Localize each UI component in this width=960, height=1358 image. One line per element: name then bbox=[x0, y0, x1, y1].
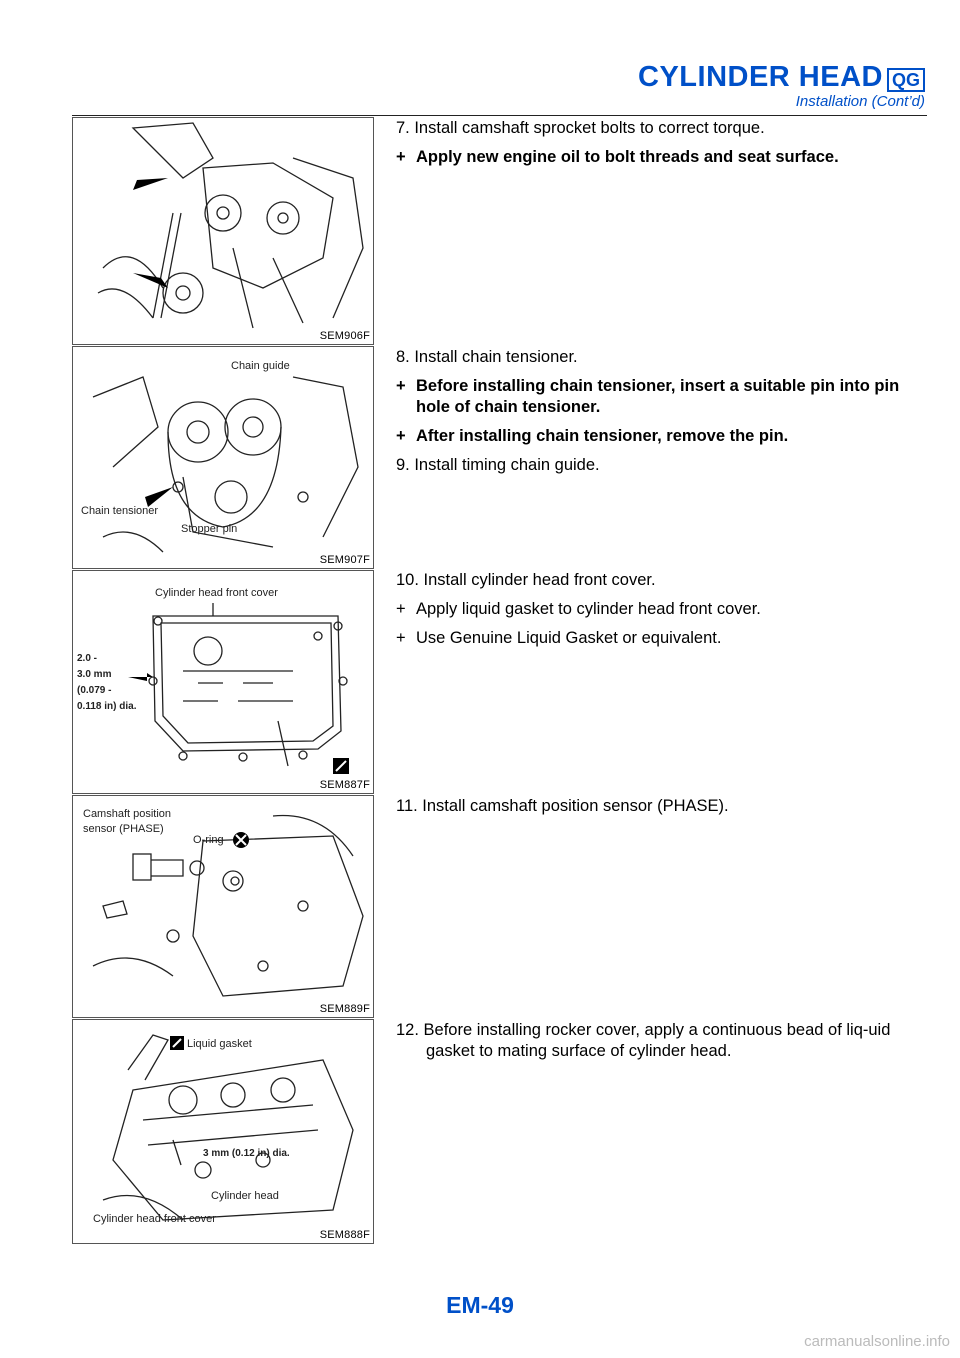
section-step-7 bbox=[396, 118, 926, 176]
figure-sem907f bbox=[72, 346, 374, 569]
label-front-cover: Cylinder head front cover bbox=[155, 587, 278, 599]
bullet-text: Apply liquid gasket to cylinder head front cover. bbox=[416, 600, 761, 618]
page-title: CYLINDER HEAD bbox=[638, 61, 883, 93]
figure-code: SEM887F bbox=[319, 779, 370, 791]
step-text: 8. Install chain tensioner. bbox=[396, 348, 578, 366]
bullet-item bbox=[396, 426, 926, 447]
section-step-12 bbox=[396, 1020, 926, 1070]
figure-code: SEM889F bbox=[319, 1003, 370, 1015]
bullet-mark: + bbox=[396, 377, 406, 395]
label-cylinder-head: Cylinder head bbox=[211, 1190, 279, 1202]
step-text: 10. Install cylinder head front cover. bbox=[396, 571, 656, 589]
label-o-ring: O-ring bbox=[193, 834, 224, 846]
figure-sem888f bbox=[72, 1019, 374, 1244]
label-sensor-2: sensor (PHASE) bbox=[83, 823, 164, 835]
bullet-text: After installing chain tensioner, remove the pin. bbox=[416, 427, 789, 445]
bullet-mark: + bbox=[396, 600, 406, 618]
figure-code: SEM888F bbox=[319, 1229, 370, 1241]
bullet-mark: + bbox=[396, 629, 406, 647]
section-step-10 bbox=[396, 570, 926, 657]
step-text: 11. Install camshaft position sensor (PHASE). bbox=[396, 797, 729, 815]
figure-sem889f bbox=[72, 795, 374, 1018]
bullet-item bbox=[396, 376, 926, 418]
bullet-item bbox=[396, 628, 926, 649]
figure-code: SEM907F bbox=[319, 554, 370, 566]
front-cover-illustration bbox=[73, 571, 373, 793]
label-bead-size: 3 mm (0.12 in) dia. bbox=[203, 1148, 290, 1159]
bullet-item bbox=[396, 599, 926, 620]
figure-code: SEM906F bbox=[319, 330, 370, 342]
label-bead-4: 0.118 in) dia. bbox=[77, 701, 137, 712]
label-liquid-gasket: Liquid gasket bbox=[187, 1038, 252, 1050]
label-sensor-1: Camshaft position bbox=[83, 808, 172, 820]
label-chain-guide: Chain guide bbox=[231, 360, 290, 372]
bullet-mark: + bbox=[396, 148, 406, 166]
figure-sem906f bbox=[72, 117, 374, 345]
engine-badge: QG bbox=[887, 68, 925, 92]
step-text: 9. Install timing chain guide. bbox=[396, 456, 600, 474]
step-text: 12. Before installing rocker cover, apply a continuous bead of liq-uid gasket to mating surface of cylinder head. bbox=[396, 1021, 891, 1060]
rocker-cover-gasket-illustration bbox=[73, 1020, 373, 1243]
page-subtitle: Installation (Cont’d) bbox=[795, 93, 925, 110]
label-bead-3: (0.079 - bbox=[77, 685, 112, 696]
bullet-item bbox=[396, 147, 926, 168]
section-step-8-9 bbox=[396, 347, 926, 484]
label-stopper-pin: Stopper pin bbox=[181, 523, 238, 535]
watermark: carmanualsonline.info bbox=[804, 1333, 950, 1350]
label-chain-tensioner: Chain tensioner bbox=[81, 505, 159, 517]
section-step-11 bbox=[396, 796, 926, 825]
label-bead-2: 3.0 mm bbox=[77, 669, 112, 680]
bullet-text: Use Genuine Liquid Gasket or equivalent. bbox=[416, 629, 722, 647]
step-text: 7. Install camshaft sprocket bolts to correct torque. bbox=[396, 119, 765, 137]
bullet-text: Before installing chain tensioner, insert a suitable pin into pin hole of chain tensioner. bbox=[416, 377, 900, 416]
page-number: EM-49 bbox=[446, 1292, 514, 1318]
header-rule bbox=[72, 115, 927, 116]
figure-sem887f bbox=[72, 570, 374, 794]
label-bead-1: 2.0 - bbox=[77, 653, 98, 664]
bullet-mark: + bbox=[396, 427, 406, 445]
label-head-front-cover: Cylinder head front cover bbox=[93, 1213, 216, 1225]
bullet-text: Apply new engine oil to bolt threads and seat surface. bbox=[416, 148, 839, 166]
page-header bbox=[638, 62, 925, 110]
engine-illustration bbox=[73, 118, 373, 344]
